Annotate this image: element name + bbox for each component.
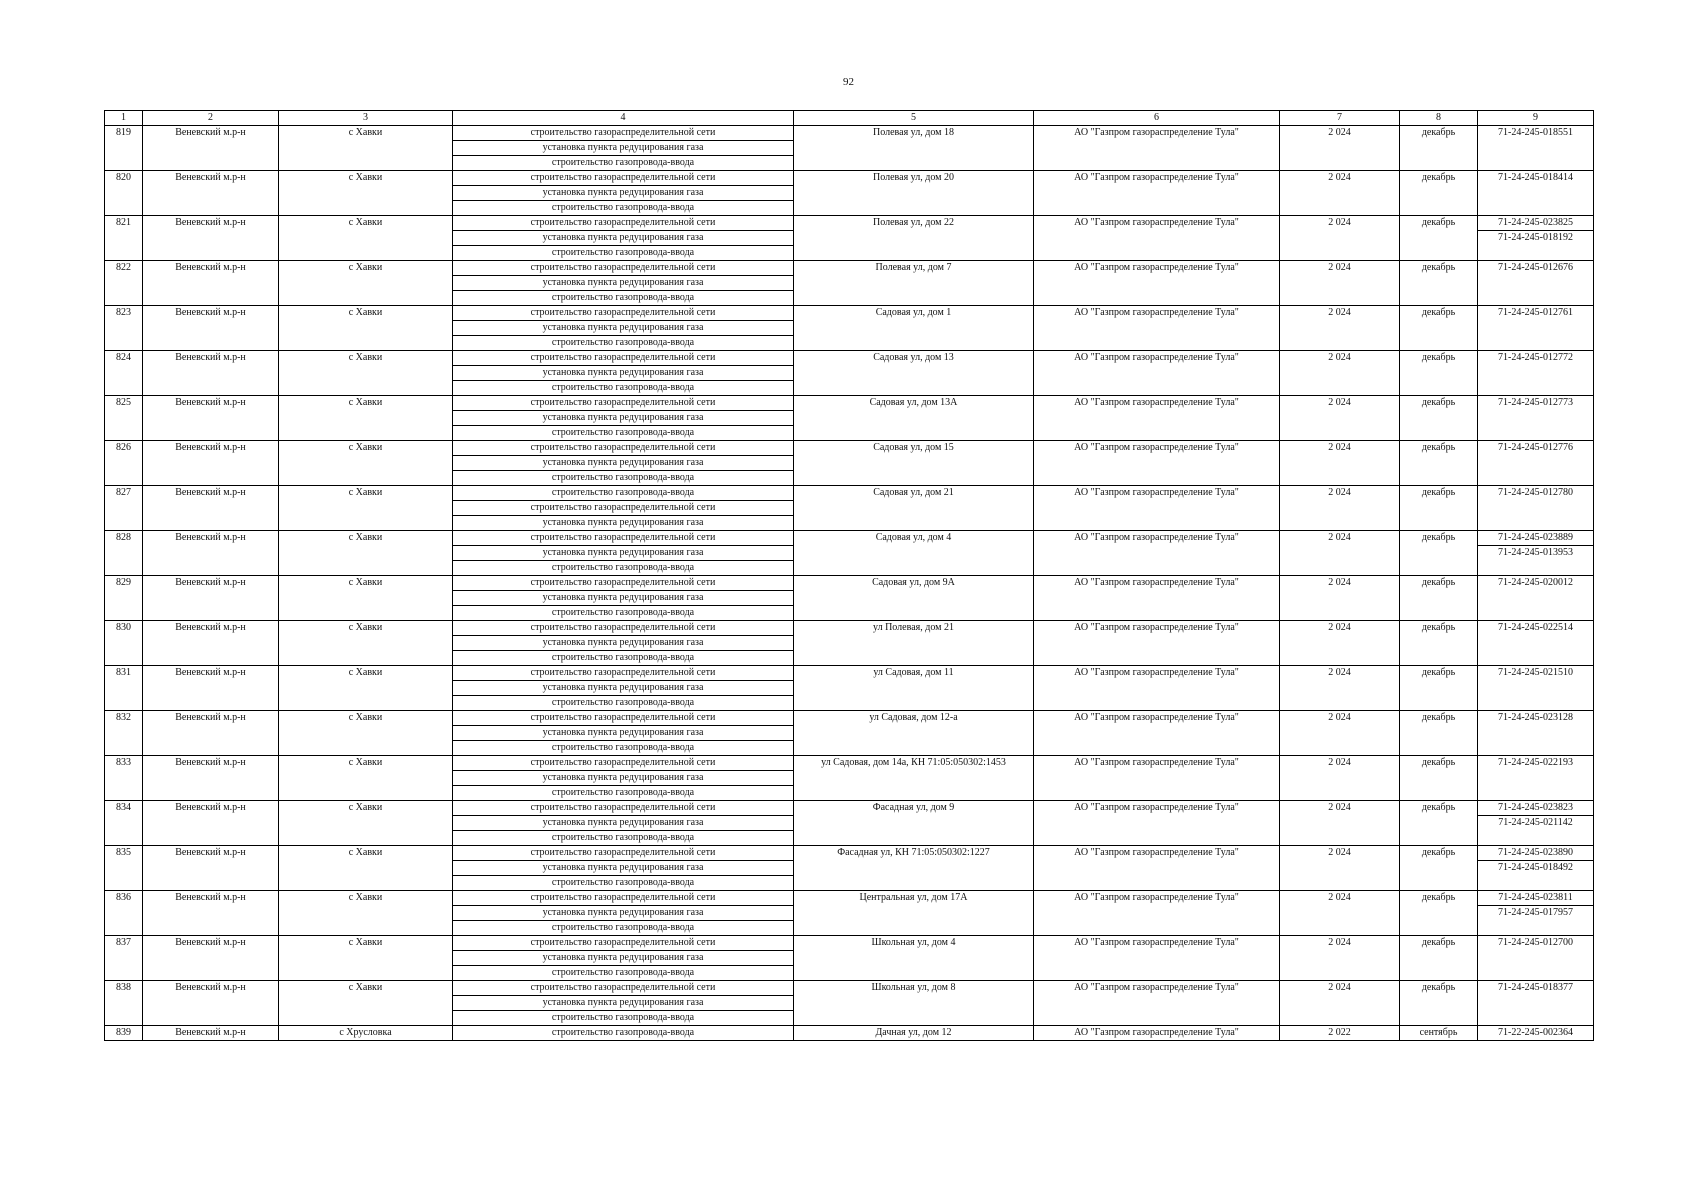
work-type-cell: строительство газораспределительной сети (453, 306, 794, 321)
row-number: 826 (105, 441, 143, 486)
application-code: 71-24-245-018492 (1478, 860, 1593, 875)
organization-cell: АО "Газпром газораспределение Тула" (1034, 126, 1280, 171)
work-type-cell: строительство газопровода-ввода (453, 876, 794, 891)
district-cell: Веневский м.р-н (143, 171, 279, 216)
row-number: 827 (105, 486, 143, 531)
column-header: 2 (143, 111, 279, 126)
table-row (105, 396, 1594, 411)
work-type-cell: строительство газопровода-ввода (453, 336, 794, 351)
year-cell: 2 024 (1280, 441, 1400, 486)
work-type-cell: строительство газопровода-ввода (453, 246, 794, 261)
work-type-cell: строительство газораспределительной сети (453, 801, 794, 816)
district-cell: Веневский м.р-н (143, 891, 279, 936)
application-code-cell (1478, 621, 1594, 666)
address-cell: Садовая ул, дом 13 (794, 351, 1034, 396)
year-cell: 2 024 (1280, 171, 1400, 216)
work-type-cell: строительство газопровода-ввода (453, 201, 794, 216)
organization-cell: АО "Газпром газораспределение Тула" (1034, 171, 1280, 216)
settlement-cell: с Хавки (279, 171, 453, 216)
application-code-cell (1478, 261, 1594, 306)
month-cell: декабрь (1400, 126, 1478, 171)
year-cell: 2 022 (1280, 1026, 1400, 1041)
address-cell: Садовая ул, дом 15 (794, 441, 1034, 486)
settlement-cell: с Хавки (279, 666, 453, 711)
table-row (105, 666, 1594, 681)
year-cell: 2 024 (1280, 486, 1400, 531)
work-type-cell: строительство газопровода-ввода (453, 561, 794, 576)
table-row (105, 756, 1594, 771)
district-cell: Веневский м.р-н (143, 126, 279, 171)
settlement-cell: с Хрусловка (279, 1026, 453, 1041)
application-code-cell (1478, 936, 1594, 981)
settlement-cell: с Хавки (279, 486, 453, 531)
settlement-cell: с Хавки (279, 126, 453, 171)
application-code: 71-22-245-002364 (1498, 1027, 1573, 1038)
district-cell: Веневский м.р-н (143, 981, 279, 1026)
month-cell: декабрь (1400, 486, 1478, 531)
organization-cell: АО "Газпром газораспределение Тула" (1034, 441, 1280, 486)
work-type-cell: строительство газораспределительной сети (453, 981, 794, 996)
organization-cell: АО "Газпром газораспределение Тула" (1034, 981, 1280, 1026)
work-type-cell: строительство газораспределительной сети (453, 666, 794, 681)
year-cell: 2 024 (1280, 801, 1400, 846)
district-cell: Веневский м.р-н (143, 801, 279, 846)
address-cell: ул Садовая, дом 14а, КН 71:05:050302:1453 (794, 756, 1034, 801)
row-number: 838 (105, 981, 143, 1026)
application-code: 71-24-245-018192 (1478, 230, 1593, 245)
year-cell: 2 024 (1280, 351, 1400, 396)
row-number: 821 (105, 216, 143, 261)
table-row (105, 711, 1594, 726)
table-row (105, 981, 1594, 996)
application-code-cell (1478, 756, 1594, 801)
address-cell: Садовая ул, дом 1 (794, 306, 1034, 351)
organization-cell: АО "Газпром газораспределение Тула" (1034, 756, 1280, 801)
application-code-cell (1478, 396, 1594, 441)
organization-cell: АО "Газпром газораспределение Тула" (1034, 306, 1280, 351)
application-code-cell (1478, 171, 1594, 216)
application-code: 71-24-245-012776 (1498, 442, 1573, 453)
organization-cell: АО "Газпром газораспределение Тула" (1034, 531, 1280, 576)
work-type-cell: установка пункта редуцирования газа (453, 951, 794, 966)
table-row (105, 621, 1594, 636)
organization-cell: АО "Газпром газораспределение Тула" (1034, 666, 1280, 711)
application-code: 71-24-245-023823 (1498, 802, 1573, 813)
application-code-cell (1478, 441, 1594, 486)
year-cell: 2 024 (1280, 216, 1400, 261)
table-row (105, 441, 1594, 456)
table-row (105, 891, 1594, 906)
row-number: 832 (105, 711, 143, 756)
address-cell: Полевая ул, дом 20 (794, 171, 1034, 216)
settlement-cell: с Хавки (279, 351, 453, 396)
address-cell: Садовая ул, дом 21 (794, 486, 1034, 531)
application-code: 71-24-245-018414 (1498, 172, 1573, 183)
row-number: 825 (105, 396, 143, 441)
application-code-cell (1478, 1026, 1594, 1041)
address-cell: Школьная ул, дом 4 (794, 936, 1034, 981)
month-cell: декабрь (1400, 846, 1478, 891)
application-code: 71-24-245-018377 (1498, 982, 1573, 993)
organization-cell: АО "Газпром газораспределение Тула" (1034, 621, 1280, 666)
year-cell: 2 024 (1280, 666, 1400, 711)
application-code: 71-24-245-012773 (1498, 397, 1573, 408)
work-type-cell: строительство газопровода-ввода (453, 1026, 794, 1041)
work-type-cell: строительство газораспределительной сети (453, 576, 794, 591)
gasification-registry-table (104, 110, 1594, 1041)
organization-cell: АО "Газпром газораспределение Тула" (1034, 1026, 1280, 1041)
work-type-cell: строительство газопровода-ввода (453, 786, 794, 801)
row-number: 824 (105, 351, 143, 396)
table-row (105, 306, 1594, 321)
column-header: 5 (794, 111, 1034, 126)
work-type-cell: установка пункта редуцирования газа (453, 231, 794, 246)
month-cell: декабрь (1400, 171, 1478, 216)
work-type-cell: строительство газораспределительной сети (453, 936, 794, 951)
column-header: 9 (1478, 111, 1594, 126)
district-cell: Веневский м.р-н (143, 711, 279, 756)
work-type-cell: строительство газопровода-ввода (453, 921, 794, 936)
header-row (105, 111, 1594, 126)
work-type-cell: установка пункта редуцирования газа (453, 636, 794, 651)
settlement-cell: с Хавки (279, 801, 453, 846)
work-type-cell: установка пункта редуцирования газа (453, 771, 794, 786)
work-type-cell: установка пункта редуцирования газа (453, 546, 794, 561)
address-cell: ул Садовая, дом 12-а (794, 711, 1034, 756)
table-row (105, 351, 1594, 366)
month-cell: декабрь (1400, 936, 1478, 981)
work-type-cell: установка пункта редуцирования газа (453, 861, 794, 876)
table-row (105, 261, 1594, 276)
row-number: 822 (105, 261, 143, 306)
month-cell: декабрь (1400, 351, 1478, 396)
district-cell: Веневский м.р-н (143, 216, 279, 261)
organization-cell: АО "Газпром газораспределение Тула" (1034, 936, 1280, 981)
table-row (105, 1026, 1594, 1041)
settlement-cell: с Хавки (279, 621, 453, 666)
work-type-cell: строительство газопровода-ввода (453, 696, 794, 711)
row-number: 830 (105, 621, 143, 666)
row-number: 820 (105, 171, 143, 216)
work-type-cell: установка пункта редуцирования газа (453, 726, 794, 741)
work-type-cell: строительство газораспределительной сети (453, 171, 794, 186)
year-cell: 2 024 (1280, 306, 1400, 351)
month-cell: декабрь (1400, 666, 1478, 711)
district-cell: Веневский м.р-н (143, 936, 279, 981)
row-number: 834 (105, 801, 143, 846)
work-type-cell: строительство газопровода-ввода (453, 651, 794, 666)
month-cell: сентябрь (1400, 1026, 1478, 1041)
table-row (105, 216, 1594, 231)
application-code: 71-24-245-022514 (1498, 622, 1573, 633)
organization-cell: АО "Газпром газораспределение Тула" (1034, 891, 1280, 936)
organization-cell: АО "Газпром газораспределение Тула" (1034, 261, 1280, 306)
table-row (105, 801, 1594, 816)
address-cell: ул Садовая, дом 11 (794, 666, 1034, 711)
year-cell: 2 024 (1280, 756, 1400, 801)
year-cell: 2 024 (1280, 936, 1400, 981)
work-type-cell: строительство газопровода-ввода (453, 471, 794, 486)
settlement-cell: с Хавки (279, 216, 453, 261)
month-cell: декабрь (1400, 306, 1478, 351)
settlement-cell: с Хавки (279, 261, 453, 306)
work-type-cell: строительство газораспределительной сети (453, 711, 794, 726)
district-cell: Веневский м.р-н (143, 531, 279, 576)
work-type-cell: установка пункта редуцирования газа (453, 411, 794, 426)
row-number: 828 (105, 531, 143, 576)
organization-cell: АО "Газпром газораспределение Тула" (1034, 801, 1280, 846)
work-type-cell: строительство газопровода-ввода (453, 156, 794, 171)
district-cell: Веневский м.р-н (143, 846, 279, 891)
work-type-cell: строительство газопровода-ввода (453, 606, 794, 621)
district-cell: Веневский м.р-н (143, 666, 279, 711)
settlement-cell: с Хавки (279, 441, 453, 486)
work-type-cell: строительство газораспределительной сети (453, 756, 794, 771)
application-code-cell (1478, 531, 1594, 576)
organization-cell: АО "Газпром газораспределение Тула" (1034, 576, 1280, 621)
row-number: 835 (105, 846, 143, 891)
application-code-cell (1478, 486, 1594, 531)
column-header: 6 (1034, 111, 1280, 126)
organization-cell: АО "Газпром газораспределение Тула" (1034, 486, 1280, 531)
settlement-cell: с Хавки (279, 936, 453, 981)
row-number: 836 (105, 891, 143, 936)
work-type-cell: установка пункта редуцирования газа (453, 591, 794, 606)
address-cell: ул Полевая, дом 21 (794, 621, 1034, 666)
year-cell: 2 024 (1280, 576, 1400, 621)
address-cell: Садовая ул, дом 13А (794, 396, 1034, 441)
organization-cell: АО "Газпром газораспределение Тула" (1034, 396, 1280, 441)
settlement-cell: с Хавки (279, 756, 453, 801)
year-cell: 2 024 (1280, 126, 1400, 171)
address-cell: Школьная ул, дом 8 (794, 981, 1034, 1026)
application-code: 71-24-245-023889 (1498, 532, 1573, 543)
application-code: 71-24-245-021142 (1478, 815, 1593, 830)
row-number: 833 (105, 756, 143, 801)
table-row (105, 171, 1594, 186)
district-cell: Веневский м.р-н (143, 306, 279, 351)
work-type-cell: установка пункта редуцирования газа (453, 366, 794, 381)
work-type-cell: установка пункта редуцирования газа (453, 186, 794, 201)
month-cell: декабрь (1400, 531, 1478, 576)
settlement-cell: с Хавки (279, 306, 453, 351)
work-type-cell: установка пункта редуцирования газа (453, 456, 794, 471)
month-cell: декабрь (1400, 576, 1478, 621)
application-code-cell (1478, 351, 1594, 396)
settlement-cell: с Хавки (279, 531, 453, 576)
application-code: 71-24-245-012676 (1498, 262, 1573, 273)
month-cell: декабрь (1400, 801, 1478, 846)
work-type-cell: строительство газопровода-ввода (453, 486, 794, 501)
work-type-cell: установка пункта редуцирования газа (453, 816, 794, 831)
work-type-cell: строительство газопровода-ввода (453, 966, 794, 981)
application-code-cell (1478, 711, 1594, 756)
year-cell: 2 024 (1280, 531, 1400, 576)
work-type-cell: строительство газопровода-ввода (453, 741, 794, 756)
application-code: 71-24-245-012780 (1498, 487, 1573, 498)
month-cell: декабрь (1400, 396, 1478, 441)
work-type-cell: строительство газопровода-ввода (453, 831, 794, 846)
address-cell: Дачная ул, дом 12 (794, 1026, 1034, 1041)
application-code: 71-24-245-013953 (1478, 545, 1593, 560)
work-type-cell: строительство газораспределительной сети (453, 501, 794, 516)
application-code: 71-24-245-023811 (1498, 892, 1573, 903)
month-cell: декабрь (1400, 441, 1478, 486)
application-code: 71-24-245-012761 (1498, 307, 1573, 318)
column-header: 1 (105, 111, 143, 126)
application-code-cell (1478, 981, 1594, 1026)
year-cell: 2 024 (1280, 846, 1400, 891)
application-code-cell (1478, 891, 1594, 936)
application-code-cell (1478, 216, 1594, 261)
row-number: 829 (105, 576, 143, 621)
work-type-cell: строительство газораспределительной сети (453, 441, 794, 456)
work-type-cell: строительство газопровода-ввода (453, 291, 794, 306)
address-cell: Центральная ул, дом 17А (794, 891, 1034, 936)
address-cell: Фасадная ул, КН 71:05:050302:1227 (794, 846, 1034, 891)
organization-cell: АО "Газпром газораспределение Тула" (1034, 351, 1280, 396)
work-type-cell: строительство газораспределительной сети (453, 351, 794, 366)
address-cell: Полевая ул, дом 22 (794, 216, 1034, 261)
year-cell: 2 024 (1280, 621, 1400, 666)
column-header: 3 (279, 111, 453, 126)
application-code: 71-24-245-021510 (1498, 667, 1573, 678)
organization-cell: АО "Газпром газораспределение Тула" (1034, 711, 1280, 756)
address-cell: Фасадная ул, дом 9 (794, 801, 1034, 846)
work-type-cell: строительство газораспределительной сети (453, 216, 794, 231)
month-cell: декабрь (1400, 891, 1478, 936)
work-type-cell: строительство газораспределительной сети (453, 531, 794, 546)
district-cell: Веневский м.р-н (143, 1026, 279, 1041)
application-code: 71-24-245-023890 (1498, 847, 1573, 858)
application-code: 71-24-245-023128 (1498, 712, 1573, 723)
application-code: 71-24-245-020012 (1498, 577, 1573, 588)
district-cell: Веневский м.р-н (143, 486, 279, 531)
address-cell: Полевая ул, дом 7 (794, 261, 1034, 306)
work-type-cell: строительство газопровода-ввода (453, 1011, 794, 1026)
organization-cell: АО "Газпром газораспределение Тула" (1034, 846, 1280, 891)
application-code: 71-24-245-012772 (1498, 352, 1573, 363)
application-code: 71-24-245-012700 (1498, 937, 1573, 948)
district-cell: Веневский м.р-н (143, 261, 279, 306)
table-row (105, 486, 1594, 501)
month-cell: декабрь (1400, 711, 1478, 756)
address-cell: Садовая ул, дом 9А (794, 576, 1034, 621)
application-code-cell (1478, 126, 1594, 171)
work-type-cell: установка пункта редуцирования газа (453, 321, 794, 336)
application-code-cell (1478, 846, 1594, 891)
work-type-cell: строительство газораспределительной сети (453, 126, 794, 141)
month-cell: декабрь (1400, 981, 1478, 1026)
work-type-cell: установка пункта редуцирования газа (453, 906, 794, 921)
organization-cell: АО "Газпром газораспределение Тула" (1034, 216, 1280, 261)
application-code: 71-24-245-017957 (1478, 905, 1593, 920)
settlement-cell: с Хавки (279, 981, 453, 1026)
application-code-cell (1478, 576, 1594, 621)
year-cell: 2 024 (1280, 396, 1400, 441)
row-number: 823 (105, 306, 143, 351)
column-header: 7 (1280, 111, 1400, 126)
work-type-cell: установка пункта редуцирования газа (453, 276, 794, 291)
row-number: 819 (105, 126, 143, 171)
work-type-cell: установка пункта редуцирования газа (453, 996, 794, 1011)
district-cell: Веневский м.р-н (143, 351, 279, 396)
district-cell: Веневский м.р-н (143, 441, 279, 486)
district-cell: Веневский м.р-н (143, 756, 279, 801)
application-code-cell (1478, 666, 1594, 711)
row-number: 831 (105, 666, 143, 711)
settlement-cell: с Хавки (279, 711, 453, 756)
address-cell: Садовая ул, дом 4 (794, 531, 1034, 576)
work-type-cell: строительство газораспределительной сети (453, 891, 794, 906)
page-number: 92 (843, 76, 854, 88)
settlement-cell: с Хавки (279, 396, 453, 441)
district-cell: Веневский м.р-н (143, 396, 279, 441)
district-cell: Веневский м.р-н (143, 576, 279, 621)
year-cell: 2 024 (1280, 981, 1400, 1026)
settlement-cell: с Хавки (279, 891, 453, 936)
month-cell: декабрь (1400, 621, 1478, 666)
column-header: 8 (1400, 111, 1478, 126)
row-number: 837 (105, 936, 143, 981)
month-cell: декабрь (1400, 216, 1478, 261)
district-cell: Веневский м.р-н (143, 621, 279, 666)
work-type-cell: строительство газораспределительной сети (453, 846, 794, 861)
table-row (105, 846, 1594, 861)
column-header: 4 (453, 111, 794, 126)
table-row (105, 126, 1594, 141)
application-code: 71-24-245-023825 (1498, 217, 1573, 228)
work-type-cell: установка пункта редуцирования газа (453, 516, 794, 531)
row-number: 839 (105, 1026, 143, 1041)
work-type-cell: строительство газопровода-ввода (453, 381, 794, 396)
table-row (105, 936, 1594, 951)
table-body (105, 126, 1594, 1041)
work-type-cell: строительство газораспределительной сети (453, 261, 794, 276)
application-code-cell (1478, 801, 1594, 846)
work-type-cell: установка пункта редуцирования газа (453, 141, 794, 156)
address-cell: Полевая ул, дом 18 (794, 126, 1034, 171)
application-code: 71-24-245-022193 (1498, 757, 1573, 768)
work-type-cell: строительство газораспределительной сети (453, 396, 794, 411)
year-cell: 2 024 (1280, 891, 1400, 936)
work-type-cell: установка пункта редуцирования газа (453, 681, 794, 696)
year-cell: 2 024 (1280, 711, 1400, 756)
month-cell: декабрь (1400, 756, 1478, 801)
application-code-cell (1478, 306, 1594, 351)
settlement-cell: с Хавки (279, 846, 453, 891)
year-cell: 2 024 (1280, 261, 1400, 306)
work-type-cell: строительство газопровода-ввода (453, 426, 794, 441)
application-code: 71-24-245-018551 (1498, 127, 1573, 138)
table-row (105, 576, 1594, 591)
work-type-cell: строительство газораспределительной сети (453, 621, 794, 636)
table-row (105, 531, 1594, 546)
month-cell: декабрь (1400, 261, 1478, 306)
settlement-cell: с Хавки (279, 576, 453, 621)
